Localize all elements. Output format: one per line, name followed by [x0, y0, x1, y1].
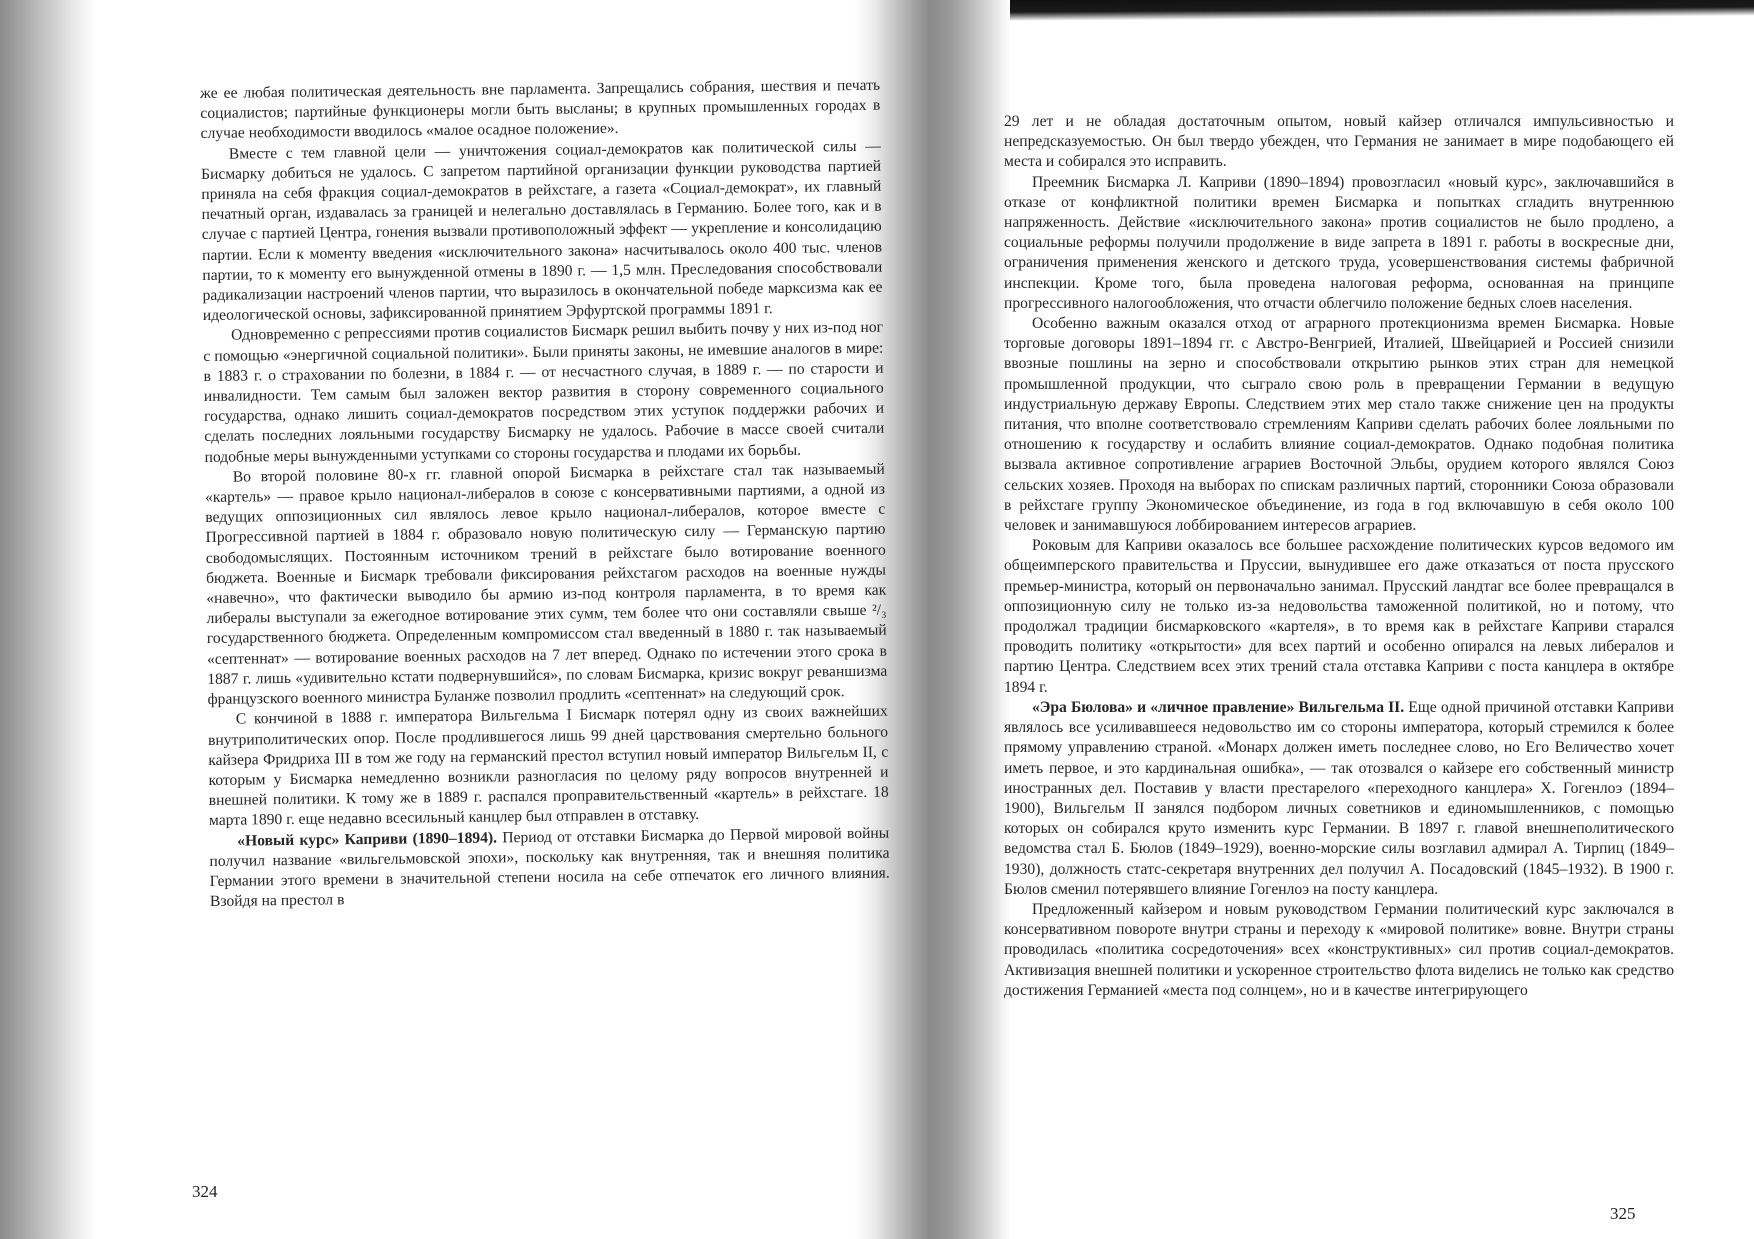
right-paragraph-6: Предложенный кайзером и новым руководством Германии политический курс заключался в консервативном повороте внутри страны и переходу к «мировой политике» вовне. Внутри страны проводилась «политика сосредоточения» всех «конструктивных» сил против социал-демократов. Активизация внешней политики и ускоренное строительство флота виделись не только как средство достижения Германией «места под солнцем», но и в качестве интегрирующего [1004, 900, 1674, 999]
left-page-text [200, 76, 890, 913]
right-paragraph-1: 29 лет и не обладая достаточным опытом, новый кайзер отличался импульсивностью и непредсказуемостью. Он был твердо убежден, что Германия не занимает в мире подобающего ей места и собирался это исправить. [1004, 113, 1674, 171]
right-paragraph-5 [1004, 698, 1674, 900]
left-paragraph-3: Одновременно с репрессиями против социалистов Бисмарк решил выбить почву у них из-под ног с помощью «энергичной социальной политики». Были приняты законы, не имевшие аналогов в мире: в 1883 г. о страховании по болезни, в 1884 г. — от несчастного случая, в 1889 г. — по старости и инвалидности. Тем самым был заложен вектор развития в сторону современного социального государства, однако лишить социал-демократов посредством этих уступок поддержки рабочих и сделать последних лояльными государству Бисмарку не удалось. Рабочие в массе своей считали подобные меры вынужденными уступками со стороны государства и плодами их борьбы. [203, 319, 885, 466]
right-paragraph-5-body: Еще одной причиной отставки Каприви являлось все усиливавшееся недовольство им со стороны императора, который стремился к более прямому управлению страной. «Монарх должен иметь последнее слово, но Его Величество хочет иметь первое, и это кардинальная ошибка», — так отозвался о кайзере его собственный министр иностранных дел. Поставив у власти престарелого «переходного канцлера» Х. Гогенлоэ (1894–1900), Вильгельм II занялся подбором личных советников и единомышленников, с помощью которых он собирался круто изменить курс Германии. В 1897 г. главой внешнеполитического ведомства стал Б. Бюлов (1849–1929), военно-морские силы возглавил адмирал А. Тирпиц (1849–1930), должность статс-секретаря внутренних дел получил А. Посадовский (1845–1932). В 1900 г. Бюлов сменил потерявшего влияние Гогенлоэ на посту канцлера. [1004, 698, 1674, 898]
scan-shadow-left [0, 0, 95, 1239]
right-paragraph-4: Роковым для Каприви оказалось все большее расхождение политических курсов ведомого им общеимперского правительства и Пруссии, вынудившее его даже отказаться от поста прусского премьер-министра, который он первоначально занимал. Прусский ландтаг все более превращался в оппозиционную силу не только из-за недовольства таможенной политикой, но и потому, что продолжал традиции бисмарковского «картеля», в то время как в рейхстаге Каприви старался проводить политику «открытости» для всех партий и особенно опирался на левых либералов и партию Центра. Следствием всех этих трений стала отставка Каприви с поста канцлера в октябре 1894 г. [1004, 537, 1674, 696]
left-paragraph-5: С кончиной в 1888 г. императора Вильгельма I Бисмарк потерял одну из своих важнейших внутриполитических опор. После продлившегося лишь 99 дней царствования смертельно больного кайзера Фридриха III в том же году на германский престол вступил новый император Вильгельм II, с которым у Бисмарка немедленно возникли разногласия по целому ряду вопросов внутренней и внешней политики. К тому же в 1889 г. распался проправительственный «картель» в рейхстаге. 18 марта 1890 г. еще недавно всесильный канцлер был отправлен в отставку. [207, 702, 889, 830]
page-number-right: 325 [1610, 1204, 1636, 1223]
page-number-left: 324 [192, 1182, 218, 1201]
left-paragraph-1: же ее любая политическая деятельность вне парламента. Запрещались собрания, шествия и печать социалистов; партийные функционеры могли быть высланы; в крупных промышленных городах в случае необходимости вводилось «малое осадное положение». [200, 76, 881, 143]
left-paragraph-4: Во второй половине 80-х гг. главной опорой Бисмарка в рейхстаге стал так называемый «картель» — правое крыло национал-либералов в союзе с консервативными партиями, а одной из ведущих оппозиционных сил являлось левое крыло национал-либералов, которое вместе с Прогрессивной партией в 1884 г. образовало новую политическую силу — Германскую партию свободомыслящих. Постоянным источником трений в рейхстаге было вотирование военного бюджета. Военные и Бисмарк требовали фиксирования рейхстагом расходов на военные нужды «навечно», что фактически выводило бы армию из-под контроля парламента, в то время как либералы выступали за ежегодное вотирование этих сумм, тем более что они составляли свыше ²/₃ государственного бюджета. Определенным компромиссом стал введенный в 1880 г. так называемый «септеннат» — вотирование военных расходов на 7 лет вперед. Однако по истечении этого срока в 1887 г. лишь «удивительно кстати подвернувшийся», по словам Бисмарка, кризис вокруг реваншизма французского военного министра Буланже позволил продлить «септеннат» на следующий срок. [204, 460, 888, 709]
section-heading-bulow-era: «Эра Бюлова» и «личное правление» Вильгельма II. [1032, 698, 1405, 716]
right-page-text [1004, 112, 1674, 1001]
right-page [1004, 0, 1674, 1239]
section-heading-new-course: «Новый курс» Каприви (1890–1894). [237, 828, 498, 850]
left-paragraph-2: Вместе с тем главной цели — уничтожения социал-демократов как политической силы — Бисмарку добиться не удалось. С запретом партийной организации функции руководства партией приняла на себя фракция социал-демократов в рейхстаге, а газета «Социал-демократ», их главный печатный орган, издавалась за границей и нелегально доставлялась в Германию. Более того, как и в случае с партией Центра, гонения вызвали противоположный эффект — укрепление и консолидацию партии. Если к моменту введения «исключительного закона» насчитывалось около 400 тыс. членов партии, то к моменту его вынужденной отмены в 1890 г. — 1,5 млн. Преследования способствовали радикализации настроений членов партии, что выразилось в окончательной победе марксизма как ее идеологической основы, зафиксированной принятием Эрфуртской программы 1891 г. [200, 137, 883, 325]
right-paragraph-3: Особенно важным оказался отход от аграрного протекционизма времен Бисмарка. Новые торговые договоры 1891–1894 гг. с Австро-Венгрией, Италией, Швейцарией и Россией снизили ввозные пошлины на зерно и способствовали открытию рынков этих стран для немецкой промышленной продукции, что сыграло свою роль в превращении Германии в ведущую индустриальную державу Европы. Следствием этих мер стало также снижение цен на продукты питания, что вполне соответствовало стремлениям Каприви сделать рабочих более лояльными по отношению к государству и ослабить влияние социал-демократов. Однако подобная политика вызвала активное сопротивление аграриев Восточной Эльбы, орудием которого являлся Союз сельских хозяев. Проходя на выборах по спискам различных партий, сторонники Союза образовали в рейхстаге группу Экономическое объединение, из года в год включавшую в себя около 100 человек и занимавшуюся лоббированием интересов аграриев. [1004, 315, 1674, 535]
left-page [200, 0, 890, 1239]
left-paragraph-6 [209, 823, 890, 912]
left-paragraph-6-body: Период от отставки Бисмарка до Первой мировой войны получил название «вильгельмовской эпохи», поскольку как внутренняя, так и внешняя политика Германии этого времени в значительной степени носила на себе отпечаток его личного влияния. Взойдя на престол в [209, 824, 890, 911]
right-paragraph-2: Преемник Бисмарка Л. Каприви (1890–1894) провозгласил «новый курс», заключавшийся в отказе от конфликтной политики времен Бисмарка и попытках сгладить внутреннюю напряженность. Действие «исключительного закона» против социалистов не было продлено, а социальные реформы получили продолжение в виде запрета в 1891 г. работы в воскресные дни, ограничения применения женского и детского труда, усовершенствования системы фабричной инспекции. Кроме того, была проведена налоговая реформа, основанная на принципе прогрессивного налогообложения, что отчасти облегчило положение бедных слоев населения. [1004, 173, 1674, 312]
